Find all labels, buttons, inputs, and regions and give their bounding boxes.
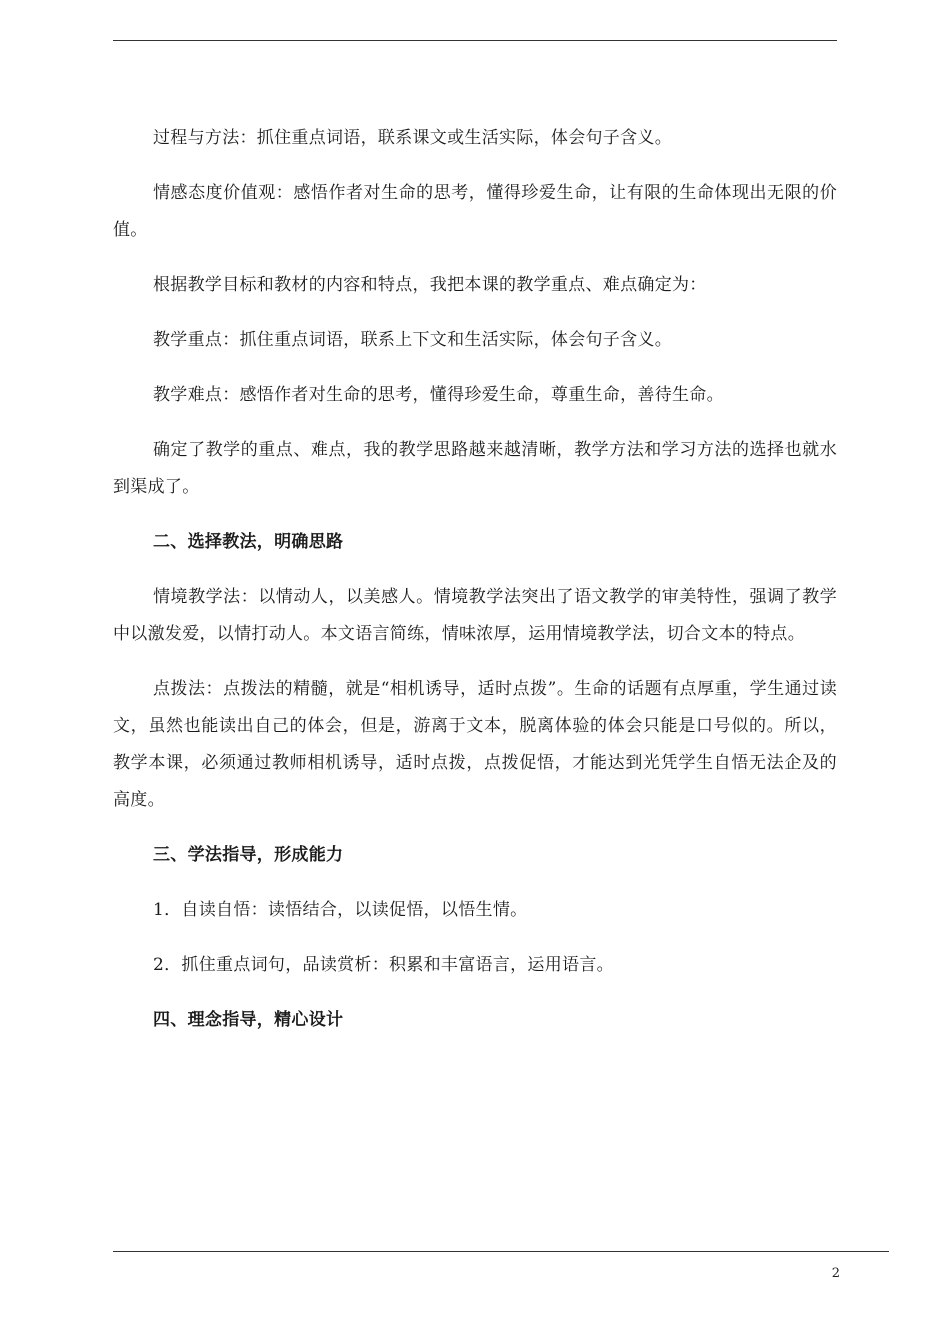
- paragraph-process-method: 过程与方法：抓住重点词语，联系课文或生活实际，体会句子含义。: [153, 128, 672, 148]
- paragraph-teaching-difficulty: 教学难点：感悟作者对生命的思考，懂得珍爱生命，尊重生命，善待生命。: [153, 385, 724, 405]
- list-item-self-reading: 1．自读自悟：读悟结合，以读促悟，以悟生情。: [153, 900, 528, 920]
- header-rule: [113, 40, 837, 41]
- paragraph-key-points-intro: 根据教学目标和教材的内容和特点，我把本课的教学重点、难点确定为：: [153, 275, 707, 295]
- paragraph-teaching-approach: 确定了教学的重点、难点，我的教学思路越来越清晰，教学方法和学习方法的选择也就水到渠成了。: [113, 440, 837, 497]
- list-item-key-phrases: 2．抓住重点词句，品读赏析：积累和丰富语言，运用语言。: [153, 955, 614, 975]
- page-number: 2: [831, 1266, 840, 1281]
- section-heading-teaching-method: 二、选择教法，明确思路: [153, 532, 344, 552]
- document-body: [113, 120, 837, 1057]
- paragraph-emotion-values: 情感态度价值观：感悟作者对生命的思考，懂得珍爱生命，让有限的生命体现出无限的价值。: [113, 183, 837, 240]
- paragraph-situational-teaching: 情境教学法：以情动人，以美感人。情境教学法突出了语文教学的审美特性，强调了教学中以激发爱，以情打动人。本文语言简练，情味浓厚，运用情境教学法，切合文本的特点。: [113, 587, 837, 644]
- paragraph-guidance-method: 点拨法：点拨法的精髓，就是“相机诱导，适时点拨”。生命的话题有点厚重，学生通过读文，虽然也能读出自己的体会，但是，游离于文本，脱离体验的体会只能是口号似的。所以，教学本课，必须通过教师相机诱导，适时点拨，点拨促悟，才能达到光凭学生自悟无法企及的高度。: [113, 679, 837, 810]
- section-heading-design-concept: 四、理念指导，精心设计: [153, 1010, 344, 1030]
- paragraph-teaching-focus: 教学重点：抓住重点词语，联系上下文和生活实际，体会句子含义。: [153, 330, 672, 350]
- footer-rule: [113, 1251, 889, 1252]
- section-heading-learning-guidance: 三、学法指导，形成能力: [153, 845, 344, 865]
